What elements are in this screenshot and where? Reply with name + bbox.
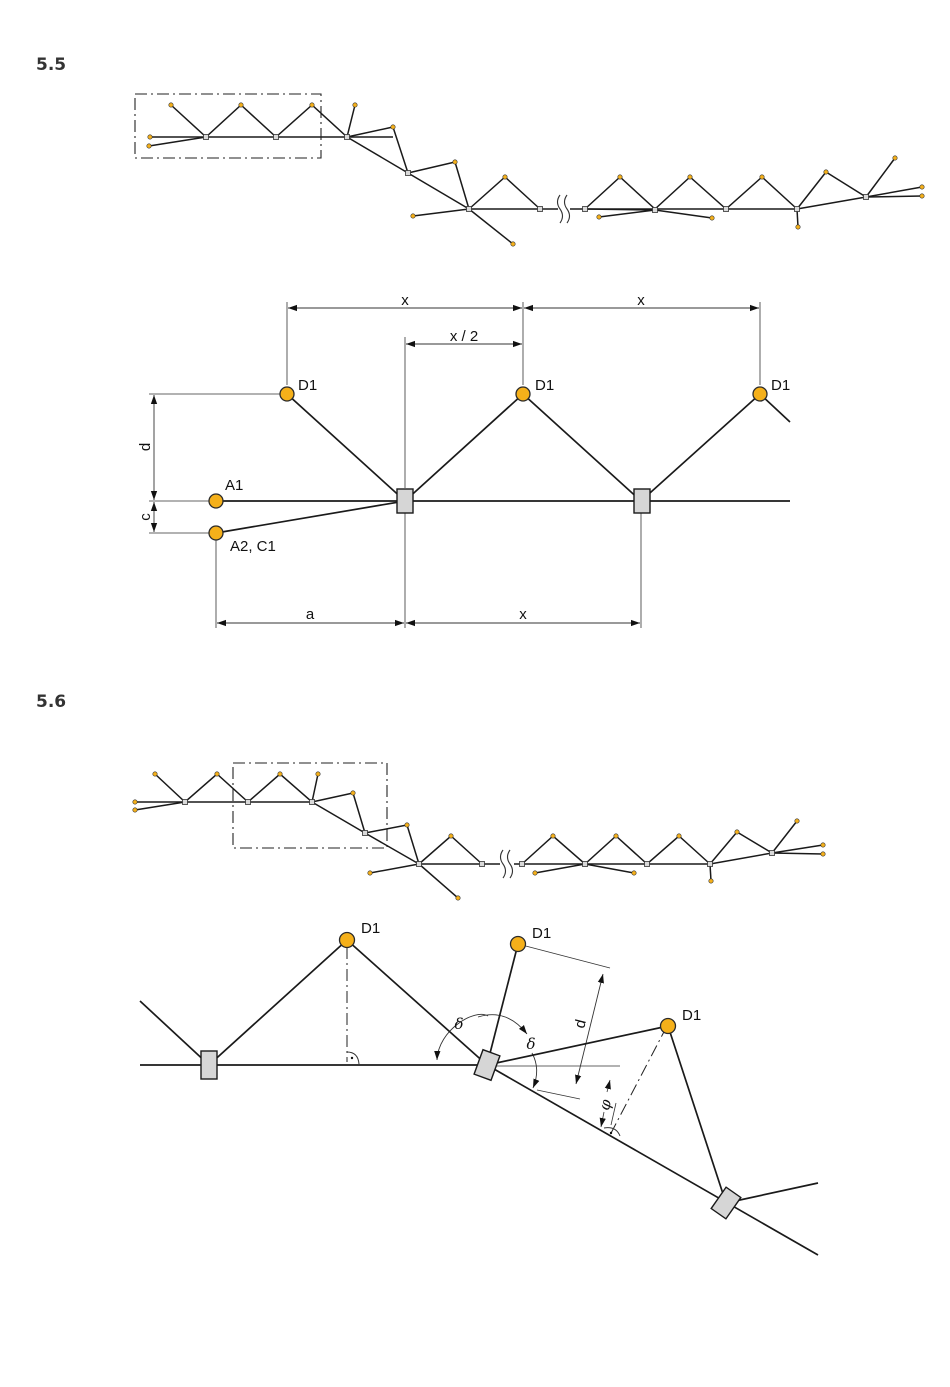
node-d1 bbox=[511, 937, 526, 952]
connector-square bbox=[583, 207, 588, 212]
label-d1: D1 bbox=[298, 377, 318, 394]
node bbox=[411, 214, 415, 218]
label-a2-c1: A2, C1 bbox=[230, 538, 276, 555]
angle-phi-arrow-b bbox=[601, 1112, 604, 1127]
node bbox=[148, 135, 152, 139]
angle-phi-arrow-a bbox=[607, 1080, 610, 1092]
label-x: x bbox=[401, 292, 409, 309]
node bbox=[688, 175, 692, 179]
connector-square bbox=[246, 800, 251, 805]
node bbox=[316, 772, 320, 776]
node bbox=[405, 823, 409, 827]
node bbox=[310, 103, 314, 107]
right-angle-dot bbox=[610, 1132, 612, 1134]
connector-square bbox=[363, 831, 368, 836]
label-d: d bbox=[137, 442, 154, 452]
node bbox=[239, 103, 243, 107]
detail-5-6 bbox=[140, 920, 818, 1255]
node bbox=[710, 216, 714, 220]
node bbox=[153, 772, 157, 776]
label-d1: D1 bbox=[682, 1007, 702, 1024]
node bbox=[618, 175, 622, 179]
node bbox=[920, 194, 924, 198]
node bbox=[893, 156, 897, 160]
connector-square bbox=[708, 862, 713, 867]
connector-square bbox=[711, 1187, 741, 1219]
connector-square bbox=[795, 207, 800, 212]
connector-square bbox=[345, 135, 350, 140]
connector-square bbox=[864, 195, 869, 200]
node-d1 bbox=[516, 387, 530, 401]
detail-frame bbox=[135, 94, 321, 158]
node bbox=[169, 103, 173, 107]
connector-square bbox=[397, 489, 413, 513]
label-delta: δ bbox=[526, 1035, 536, 1053]
node bbox=[351, 791, 355, 795]
node-d1 bbox=[280, 387, 294, 401]
connector-square bbox=[645, 862, 650, 867]
node-d1 bbox=[753, 387, 767, 401]
break-mark bbox=[501, 850, 513, 878]
overview-5-5 bbox=[135, 94, 924, 246]
node bbox=[215, 772, 219, 776]
label-a1: A1 bbox=[225, 477, 244, 494]
node-d1 bbox=[661, 1019, 676, 1034]
label-d: d bbox=[571, 1017, 590, 1031]
connector-square bbox=[417, 862, 422, 867]
node bbox=[795, 819, 799, 823]
connector-square bbox=[634, 489, 650, 513]
node bbox=[824, 170, 828, 174]
angle-arc-delta-right bbox=[532, 1053, 537, 1088]
node-d1 bbox=[340, 933, 355, 948]
node bbox=[278, 772, 282, 776]
label-delta: δ bbox=[454, 1015, 464, 1033]
connector-square bbox=[201, 1051, 217, 1079]
node bbox=[614, 834, 618, 838]
connector-square bbox=[653, 208, 658, 213]
node bbox=[821, 843, 825, 847]
section-number-5-6: 5.6 bbox=[36, 692, 67, 712]
node bbox=[453, 160, 457, 164]
label-phi: φ bbox=[595, 1097, 616, 1113]
connector-square bbox=[467, 207, 472, 212]
node bbox=[511, 242, 515, 246]
connector-square bbox=[474, 1050, 500, 1081]
node bbox=[821, 852, 825, 856]
node bbox=[677, 834, 681, 838]
node bbox=[551, 834, 555, 838]
connector-square bbox=[770, 851, 775, 856]
node bbox=[920, 185, 924, 189]
node bbox=[760, 175, 764, 179]
node bbox=[133, 808, 137, 812]
label-d1: D1 bbox=[532, 925, 552, 942]
connector-square bbox=[406, 171, 411, 176]
connector-square bbox=[310, 800, 315, 805]
node bbox=[709, 879, 713, 883]
label-d1: D1 bbox=[535, 377, 555, 394]
section-number-5-5: 5.5 bbox=[36, 55, 67, 75]
connector-square bbox=[480, 862, 485, 867]
break-mark bbox=[558, 195, 570, 223]
node bbox=[632, 871, 636, 875]
node bbox=[391, 125, 395, 129]
right-angle-dot bbox=[351, 1057, 353, 1059]
node bbox=[533, 871, 537, 875]
label-x: x bbox=[519, 606, 527, 623]
node bbox=[147, 144, 151, 148]
label-x-half: x / 2 bbox=[449, 328, 479, 345]
node bbox=[456, 896, 460, 900]
node bbox=[449, 834, 453, 838]
connector-square bbox=[583, 862, 588, 867]
node bbox=[133, 800, 137, 804]
detail-5-5 bbox=[137, 292, 790, 628]
label-d1: D1 bbox=[361, 920, 381, 937]
node-a1 bbox=[209, 494, 223, 508]
node bbox=[597, 215, 601, 219]
angle-arc-delta-top bbox=[478, 1015, 527, 1034]
connector-square bbox=[724, 207, 729, 212]
node bbox=[735, 830, 739, 834]
label-x: x bbox=[637, 292, 645, 309]
node bbox=[503, 175, 507, 179]
connector-square bbox=[183, 800, 188, 805]
label-c: c bbox=[137, 513, 154, 521]
connector-square bbox=[538, 207, 543, 212]
connector-square bbox=[520, 862, 525, 867]
label-a: a bbox=[305, 606, 315, 623]
node bbox=[368, 871, 372, 875]
connector-square bbox=[204, 135, 209, 140]
overview-5-6 bbox=[133, 763, 825, 900]
node-a2-c1 bbox=[209, 526, 223, 540]
connector-square bbox=[274, 135, 279, 140]
node bbox=[353, 103, 357, 107]
label-d1: D1 bbox=[771, 377, 791, 394]
node bbox=[796, 225, 800, 229]
